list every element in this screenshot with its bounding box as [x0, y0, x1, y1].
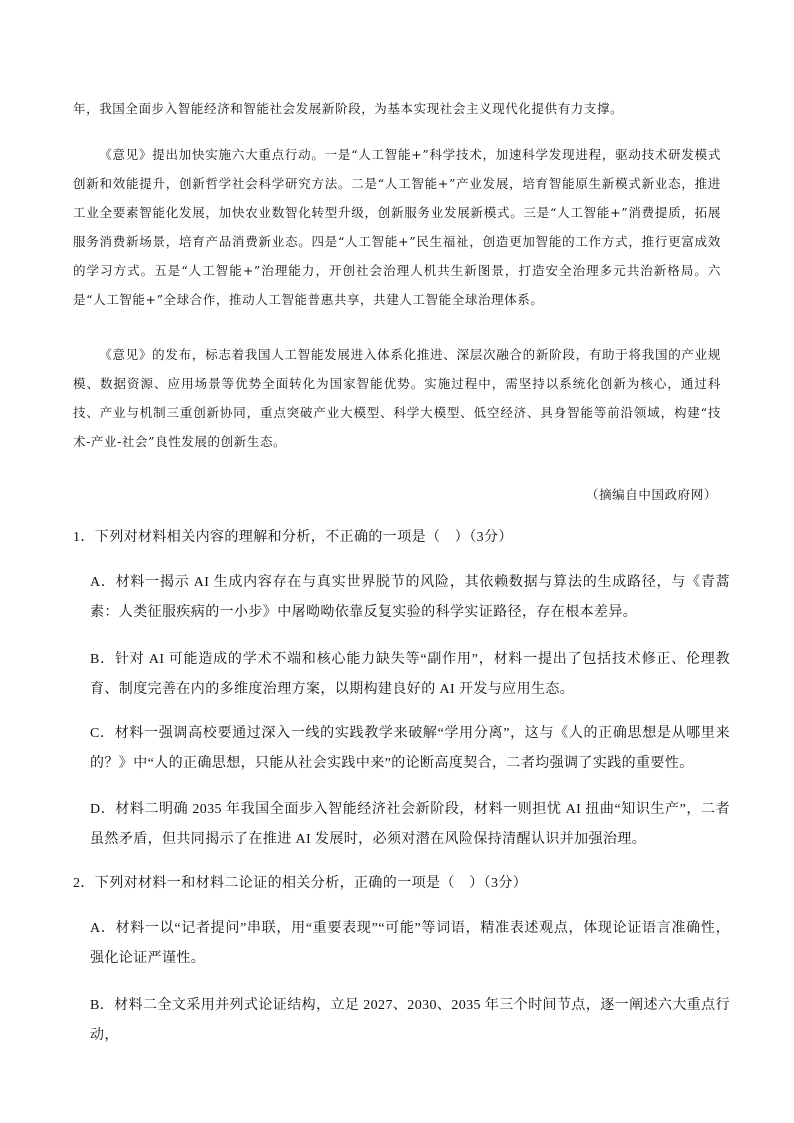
question-1-option-b: B．针对 AI 可能造成的学术不端和核心能力缺失等“副作用”，材料一提出了包括技术修正、伦理教育、制度完善在内的多维度治理方案，以期构建良好的 AI 开发与应用生态。	[90, 652, 730, 697]
question-1-option-d: D．材料二明确 2035 年我国全面步入智能经济社会新阶段，材料一则担忧 AI 扭曲“知识生产”，二者虽然矛盾，但共同揭示了在推进 AI 发展时，必须对潜在风险保持清醒认识并加强治理。	[90, 802, 730, 847]
question-1-stem: 1．下列对材料相关内容的理解和分析，不正确的一项是（ ）（3分）	[73, 530, 513, 545]
question-2-stem: 2．下列对材料一和材料二论证的相关分析，正确的一项是（ ）（3分）	[73, 876, 528, 891]
passage-paragraph-3: 《意见》的发布，标志着我国人工智能发展进入体系化推进、深层次融合的新阶段，有助于将我国的产业规模、数据资源、应用场景等优势全面转化为国家智能优势。实施过程中，需坚持以系统化创新为核心，通过科技、产业与机制三重创新协同，重点突破产业大模型、科学大模型、低空经济、具身智能等前沿领域，构建“技术-产业-社会”良性发展的创新生态。	[73, 347, 721, 449]
passage-line-top: 年，我国全面步入智能经济和智能社会发展新阶段，为基本实现社会主义现代化提供有力支撑。	[73, 101, 624, 116]
question-1-option-a: A．材料一揭示 AI 生成内容存在与真实世界脱节的风险，其依赖数据与算法的生成路径，与《青蒿素：人类征服疾病的一小步》中屠呦呦依靠反复实验的科学实证路径，存在根本差异。	[90, 575, 730, 620]
passage-paragraph-2: 《意见》提出加快实施六大重点行动。一是“人工智能+”科学技术，加速科学发现进程，驱动技术研发模式创新和效能提升，创新哲学社会科学研究方法。二是“人工智能+”产业发展，培育智能原生新模式新业态，推进工业全要素智能化发展，加快农业数智化转型升级，创新服务业发展新模式。三是“人工智能+”消费提质，拓展服务消费新场景，培育产品消费新业态。四是“人工智能+”民生福祉，创造更加智能的工作方式，推行更富成效的学习方式。五是“人工智能+”治理能力，开创社会治理人机共生新图景，打造安全治理多元共治新格局。六是“人工智能+”全球合作，推动人工智能普惠共享，共建人工智能全球治理体系。	[73, 147, 721, 307]
question-2-option-b: B．材料二全文采用并列式论证结构，立足 2027、2030、2035 年三个时间节点，逐一阐述六大重点行动，	[90, 998, 730, 1043]
question-2-option-a: A．材料一以“记者提问”串联，用“重要表现”“可能”等词语，精准表述观点，体现论证语言准确性，强化论证严谨性。	[90, 921, 730, 966]
question-1-option-c: C．材料一强调高校要通过深入一线的实践教学来破解“学用分离”，这与《人的正确思想是从哪里来的？》中“人的正确思想，只能从社会实践中来”的论断高度契合，二者均强调了实践的重要性。	[90, 726, 730, 771]
passage-source: （摘编自中国政府网）	[585, 487, 717, 502]
